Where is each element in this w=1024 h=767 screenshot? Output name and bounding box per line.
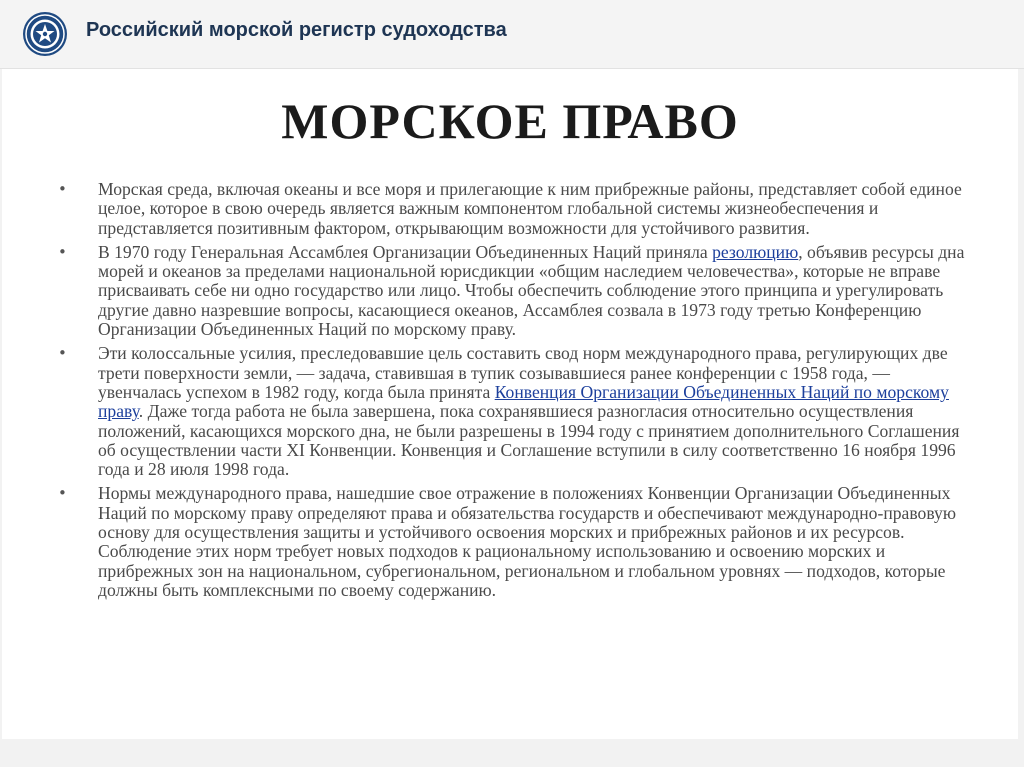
bullet-text: . Даже тогда работа не была завершена, пока сохранявшиеся разногласия относительно осуществления положений, касающихся морского дна, не были разрешены в 1994 году с принятием дополнительного Соглашения об осуществлении части XI Конвенции. Конвенция и Соглашение вступили в силу соответственно 16 ноября 1996 года и 28 июля 1998 года. [98, 401, 960, 480]
bullet-list [2, 180, 1018, 605]
page-title: МОРСКОЕ ПРАВО [281, 93, 739, 149]
org-name: Российский морской регистр судоходства [86, 19, 507, 41]
bullet-icon: • [58, 242, 67, 261]
footer-bar [0, 740, 1024, 767]
slide-content [2, 69, 1018, 739]
list-item [2, 344, 1018, 479]
list-item [2, 243, 1018, 339]
bullet-text: Нормы международного права, нашедшие свое отражение в положениях Конвенции Организации Объединенных Наций по морскому праву определяют права и обязательства государств и обеспечивают международно-правовую основу для осуществления защиты и устойчивого освоения морских и прибрежных районов и их ресурсов. Соблюдение этих норм требует новых подходов к рациональному использованию и освоению морских и прибрежных зон на национальном, субрегиональном, региональном и глобальном уровнях — подходов, которые должны быть комплексными по своему содержанию. [98, 483, 956, 600]
resolution-link[interactable]: резолюцию [712, 241, 799, 262]
list-item [2, 484, 1018, 600]
bullet-icon: • [58, 484, 67, 503]
register-logo-icon [22, 11, 68, 57]
bullet-text: Эти колоссальные усилия, преследовавшие цель составить свод норм международного права, регулирующих две трети поверхности земли, — задача, ставившая в тупик созывавшиеся ранее конференции с 1958 года, — увенчалась успехом в 1982 году, когда была принята [98, 343, 948, 402]
header-bar [0, 0, 1024, 69]
convention-link[interactable]: Конвенция Организации Объединенных Наций по морскому праву [98, 381, 949, 422]
bullet-text: , объявив ресурсы дна морей и океанов за пределами национальной юрисдикции «общим наследием человечества», которые не вправе присваивать себе ни одно государство или лицо. Чтобы обеспечить соблюдение этого принципа и урегулировать другие давно назревшие вопросы, касающиеся океанов, Ассамблея созвала в 1973 году третью Конференцию Организации Объединенных Наций по морскому праву. [98, 241, 965, 340]
bullet-text: Морская среда, включая океаны и все моря и прилегающие к ним прибрежные районы, представляет собой единое целое, которое в свою очередь является важным компонентом глобальной системы жизнеобеспечения и представляется позитивным фактором, открывающим возможности для устойчивого развития. [98, 179, 962, 238]
bullet-icon: • [58, 344, 67, 363]
list-item [2, 180, 1018, 238]
bullet-text: В 1970 году Генеральная Ассамблея Организации Объединенных Наций приняла [98, 241, 713, 262]
bullet-icon: • [58, 180, 67, 198]
